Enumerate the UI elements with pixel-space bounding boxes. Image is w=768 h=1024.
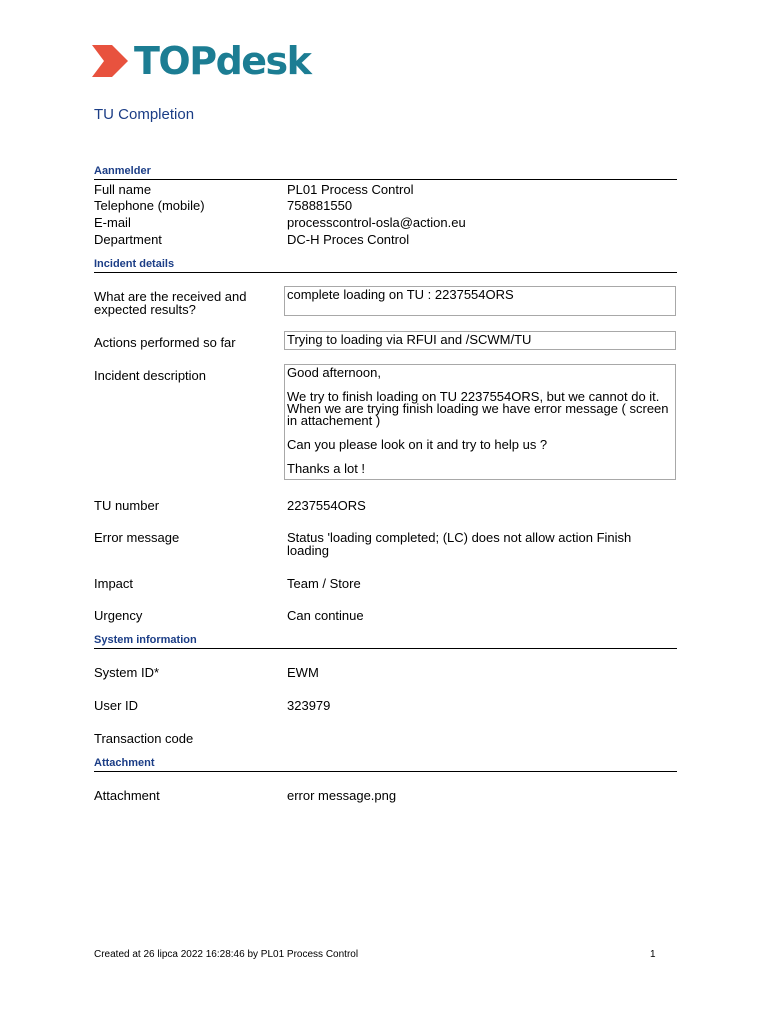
user-id-label: User ID: [94, 698, 139, 713]
section-heading-system-information: System information: [94, 634, 677, 649]
department-value: DC-H Proces Control: [287, 232, 410, 247]
expected-results-field: [284, 286, 676, 316]
email-label: E-mail: [94, 215, 131, 230]
topdesk-logo: [90, 40, 310, 82]
full-name-value: PL01 Process Control: [287, 182, 414, 197]
footer-created-text: Created at 26 lipca 2022 16:28:46 by PL01 Process Control: [94, 949, 359, 960]
description-paragraph: Good afternoon,: [287, 365, 381, 380]
error-message-label: Error message: [94, 530, 180, 545]
section-heading-incident-details: Incident details: [94, 258, 677, 273]
system-id-value: EWM: [287, 665, 319, 680]
system-id-label: System ID*: [94, 665, 160, 680]
impact-value: Team / Store: [287, 576, 361, 591]
expected-results-label: What are the received and expected results?: [94, 289, 247, 317]
impact-label: Impact: [94, 576, 134, 591]
email-value: processcontrol-osla@action.eu: [287, 215, 466, 230]
topdesk-mark-icon: [90, 43, 130, 79]
expected-results-value: complete loading on TU : 2237554ORS: [287, 287, 514, 302]
page-number: 1: [650, 949, 656, 960]
description-paragraph: We try to finish loading on TU 2237554ORS, but we cannot do it. When we are trying finish loading we have error message ( screen in attachement ): [287, 389, 669, 428]
telephone-label: Telephone (mobile): [94, 198, 205, 213]
department-label: Department: [94, 232, 162, 247]
section-heading-aanmelder: Aanmelder: [94, 165, 677, 180]
logo-text: TOPdesk: [134, 39, 311, 83]
incident-description-field: [284, 364, 676, 480]
error-message-value: Status 'loading completed; (LC) does not allow action Finish loading: [287, 530, 632, 558]
urgency-label: Urgency: [94, 608, 143, 623]
attachment-label: Attachment: [94, 788, 160, 803]
description-paragraph: Can you please look on it and try to help us ?: [287, 437, 548, 452]
urgency-value: Can continue: [287, 608, 364, 623]
user-id-value: 323979: [287, 698, 331, 713]
tu-number-value: 2237554ORS: [287, 498, 366, 513]
description-paragraph: Thanks a lot !: [287, 461, 366, 476]
full-name-label: Full name: [94, 182, 152, 197]
transaction-code-label: Transaction code: [94, 731, 194, 746]
page-title: TU Completion: [94, 106, 195, 123]
telephone-value: 758881550: [287, 198, 353, 213]
actions-field: [284, 331, 676, 350]
actions-value: Trying to loading via RFUI and /SCWM/TU: [287, 332, 532, 347]
section-heading-attachment: Attachment: [94, 757, 677, 772]
incident-description-label: Incident description: [94, 368, 207, 383]
attachment-filename: error message.png: [287, 788, 397, 803]
tu-number-label: TU number: [94, 498, 160, 513]
actions-label: Actions performed so far: [94, 335, 236, 350]
